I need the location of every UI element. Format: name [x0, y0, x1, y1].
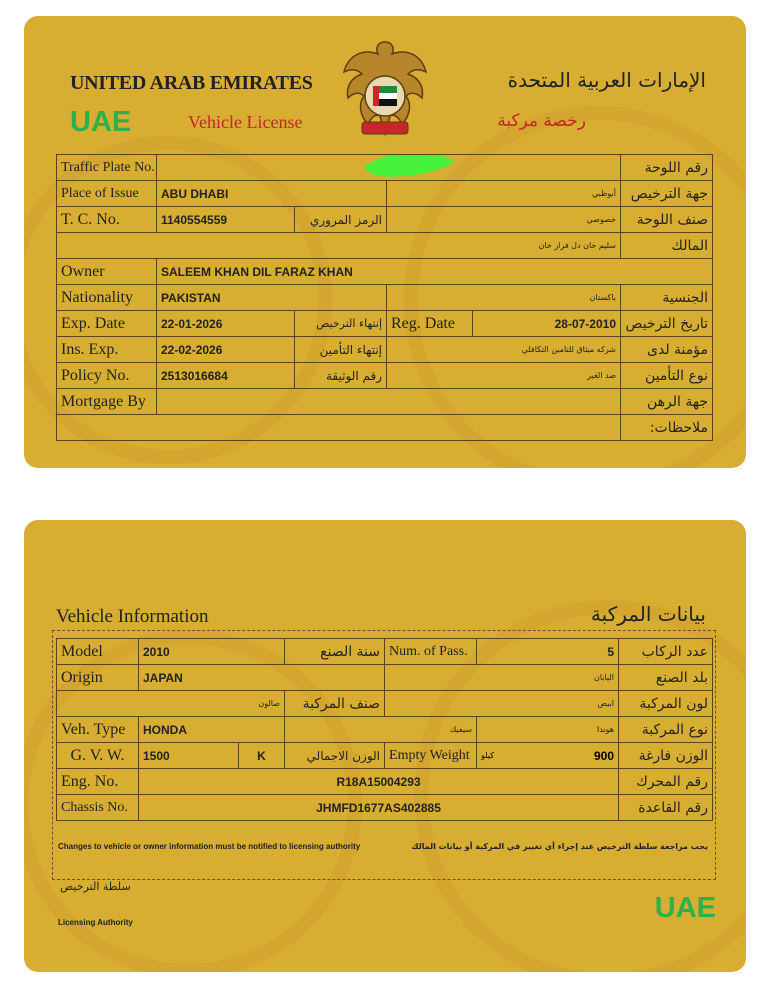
- remarks-value: [57, 415, 621, 441]
- chassis-no-value: JHMFD1677AS402885: [139, 795, 619, 821]
- nationality-value: PAKISTAN: [157, 285, 387, 311]
- gvw-unit: K: [239, 743, 285, 769]
- table-row: [57, 665, 713, 691]
- uae-logo-text: UAE: [70, 106, 132, 138]
- empty-weight-value: 900: [593, 748, 615, 763]
- gvw-label: G. V. W.: [57, 743, 139, 769]
- table-row: [57, 795, 713, 821]
- table-row: [57, 769, 713, 795]
- document-title-en: Vehicle License: [188, 112, 303, 132]
- policy-no-label: Policy No.: [57, 363, 157, 389]
- tc-no-label: T. C. No.: [57, 207, 157, 233]
- table-row: [57, 415, 713, 441]
- vehicle-class-label-ar: صنف المركبة: [285, 691, 385, 717]
- document-title-ar: رخصة مركبة: [497, 111, 586, 131]
- chassis-no-label-ar: رقم القاعدة: [619, 795, 713, 821]
- table-row: [57, 259, 713, 285]
- table-row: [57, 233, 713, 259]
- origin-value: JAPAN: [139, 665, 385, 691]
- table-row: [57, 389, 713, 415]
- insurer-label-ar: مؤمنة لدى: [621, 337, 713, 363]
- owner-label: Owner: [57, 259, 157, 285]
- uae-emblem-icon: [342, 38, 428, 138]
- owner-name-ar: سليم خان دل فراز خان: [57, 233, 621, 259]
- plate-class-label-ar: صنف اللوحة: [621, 207, 713, 233]
- model-label: Model: [57, 639, 139, 665]
- insurance-type-label-ar: نوع التأمين: [621, 363, 713, 389]
- table-row: [57, 181, 713, 207]
- place-of-issue-value: ABU DHABI: [157, 181, 387, 207]
- mortgage-label-ar: جهة الرهن: [621, 389, 713, 415]
- eng-no-value: R18A15004293: [139, 769, 619, 795]
- uae-logo-text: UAE: [654, 892, 716, 924]
- veh-type-label: Veh. Type: [57, 717, 139, 743]
- gross-weight-label-ar: الوزن الاجمالي: [285, 743, 385, 769]
- origin-value-ar: اليابان: [385, 665, 619, 691]
- license-expiry-label-ar: إنتهاء الترخيص: [295, 311, 387, 337]
- traffic-code-label-ar: الرمز المروري: [295, 207, 387, 233]
- notification-note-en: Changes to vehicle or owner information must be notified to licensing authority: [58, 842, 361, 851]
- model-value: 2010: [139, 639, 285, 665]
- table-row: [57, 207, 713, 233]
- table-row: [57, 639, 713, 665]
- place-of-issue-label-ar: جهة الترخيص: [621, 181, 713, 207]
- table-row: [57, 363, 713, 389]
- owner-name: SALEEM KHAN DIL FARAZ KHAN: [157, 259, 713, 285]
- licensing-authority-en: Licensing Authority: [58, 918, 133, 927]
- mortgage-label: Mortgage By: [57, 389, 157, 415]
- vehicle-info-title-ar: بيانات المركبة: [590, 602, 706, 626]
- table-row: [57, 285, 713, 311]
- num-of-pass-label-ar: عدد الركاب: [619, 639, 713, 665]
- tc-no-value: 1140554559: [157, 207, 295, 233]
- exp-date-value: 22-01-2026: [157, 311, 295, 337]
- exp-date-label: Exp. Date: [57, 311, 157, 337]
- table-row: [57, 337, 713, 363]
- eng-no-label-ar: رقم المحرك: [619, 769, 713, 795]
- notification-note-ar: يجب مراجعة سلطة الترخيص عند إجراء أي تغيير في المركبة أو بيانات المالك: [411, 842, 708, 851]
- empty-weight-cell: [477, 743, 619, 769]
- table-row: [57, 691, 713, 717]
- table-row: [57, 155, 713, 181]
- chassis-no-label: Chassis No.: [57, 795, 139, 821]
- ins-exp-value: 22-02-2026: [157, 337, 295, 363]
- year-of-manufacture-label-ar: سنة الصنع: [285, 639, 385, 665]
- reg-date-label-ar: تاريخ الترخيص: [621, 311, 713, 337]
- place-of-issue-label: Place of Issue: [57, 181, 157, 207]
- mortgage-value: [157, 389, 621, 415]
- origin-label: Origin: [57, 665, 139, 691]
- num-of-pass-value: 5: [477, 639, 619, 665]
- insurer-value-ar: شركه ميثاق للتامين التكافلي: [387, 337, 621, 363]
- veh-type-value-ar: هوندا: [477, 717, 619, 743]
- vehicle-class-value-ar: صالون: [57, 691, 285, 717]
- traffic-plate-label: Traffic Plate No.: [57, 155, 157, 181]
- country-name-en: UNITED ARAB EMIRATES: [70, 72, 313, 94]
- vehicle-color-label-ar: لون المركبة: [619, 691, 713, 717]
- vehicle-info-table: [56, 638, 713, 821]
- vehicle-color-value-ar: ابيض: [385, 691, 619, 717]
- reg-date-label: Reg. Date: [387, 311, 473, 337]
- traffic-plate-value: [157, 155, 621, 181]
- table-row: [57, 743, 713, 769]
- insurance-type-value-ar: ضد الغير: [387, 363, 621, 389]
- nationality-label: Nationality: [57, 285, 157, 311]
- origin-label-ar: بلد الصنع: [619, 665, 713, 691]
- table-row: [57, 717, 713, 743]
- gvw-value: 1500: [139, 743, 239, 769]
- license-details-table: [56, 154, 713, 441]
- licensing-authority-ar: سلطة الترخيص: [60, 880, 131, 893]
- insurance-expiry-label-ar: إنتهاء التأمين: [295, 337, 387, 363]
- reg-date-value: 28-07-2010: [473, 311, 621, 337]
- vehicle-info-title-en: Vehicle Information: [56, 606, 209, 627]
- plate-class-value-ar: خصوصي: [387, 207, 621, 233]
- country-name-ar: الإمارات العربية المتحدة: [507, 68, 706, 92]
- remarks-label-ar: ملاحظات:: [621, 415, 713, 441]
- traffic-plate-label-ar: رقم اللوحة: [621, 155, 713, 181]
- vehicle-license-front: [24, 16, 746, 468]
- policy-number-label-ar: رقم الوثيقة: [295, 363, 387, 389]
- nationality-label-ar: الجنسية: [621, 285, 713, 311]
- veh-type-value: HONDA: [139, 717, 285, 743]
- veh-type-label-ar: نوع المركبة: [619, 717, 713, 743]
- eng-no-label: Eng. No.: [57, 769, 139, 795]
- veh-model-value-ar: سيفيك: [285, 717, 477, 743]
- empty-weight-label-ar: الوزن فارغة: [619, 743, 713, 769]
- weight-unit-ar: كيلو: [481, 750, 495, 760]
- nationality-value-ar: باكستان: [387, 285, 621, 311]
- place-of-issue-value-ar: أبوظبي: [387, 181, 621, 207]
- vehicle-license-back: [24, 520, 746, 972]
- empty-weight-label: Empty Weight: [385, 743, 477, 769]
- table-row: [57, 311, 713, 337]
- num-of-pass-label: Num. of Pass.: [385, 639, 477, 665]
- policy-no-value: 2513016684: [157, 363, 295, 389]
- owner-label-ar: المالك: [621, 233, 713, 259]
- ins-exp-label: Ins. Exp.: [57, 337, 157, 363]
